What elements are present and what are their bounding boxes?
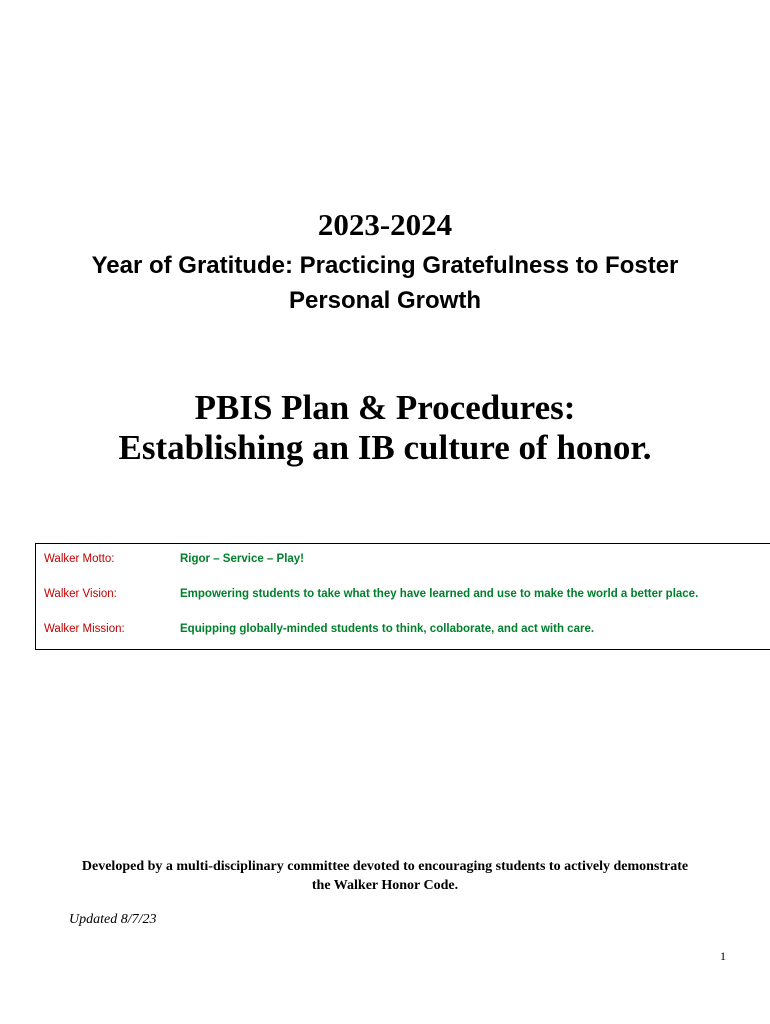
motto-row <box>36 551 770 567</box>
page-number: 1 <box>720 949 726 963</box>
developed-by-line-2: the Walker Honor Code. <box>311 878 459 893</box>
plan-title <box>20 388 750 468</box>
mission-value: Equipping globally-minded students to think, collaborate, and act with care. <box>180 623 595 635</box>
vision-label: Walker Vision: <box>44 588 117 600</box>
developed-by-line-1: Developed by a multi-disciplinary committee devoted to encouraging students to actively demonstrate <box>81 859 689 874</box>
motto-label: Walker Motto: <box>44 553 115 565</box>
plan-title-line-2: Establishing an IB culture of honor. <box>118 428 652 467</box>
developed-by-statement <box>40 857 730 895</box>
mission-label: Walker Mission: <box>44 623 125 635</box>
vision-value: Empowering students to take what they have learned and use to make the world a better place. <box>180 588 699 600</box>
motto-value: Rigor – Service – Play! <box>180 553 305 565</box>
school-year-heading: 2023-2024 <box>317 207 453 242</box>
mission-row <box>36 621 770 637</box>
year-theme-heading: Year of Gratitude: Practicing Gratefulness to Foster Personal Growth <box>91 252 679 314</box>
school-statements-box <box>35 543 770 650</box>
vision-row <box>36 586 770 602</box>
plan-title-line-1: PBIS Plan & Procedures: <box>194 388 576 427</box>
updated-date: Updated 8/7/23 <box>69 912 157 927</box>
